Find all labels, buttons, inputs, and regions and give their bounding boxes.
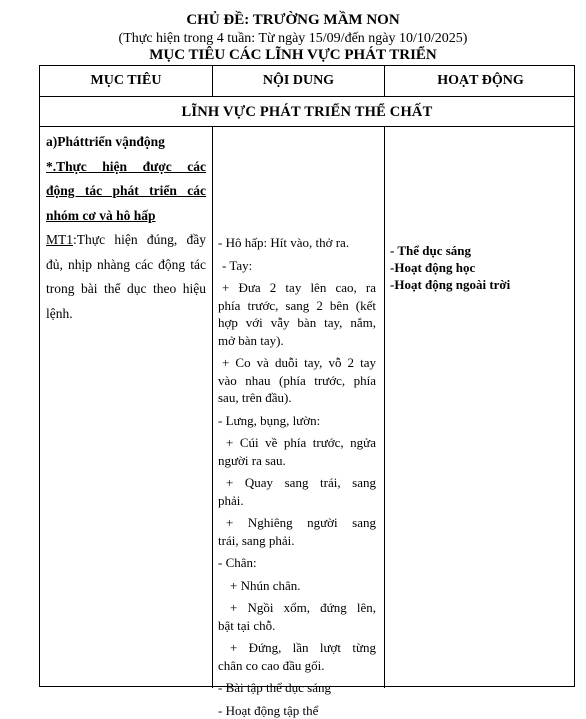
content-line: + Đứng, lần lượt từng	[218, 639, 376, 657]
document-title: CHỦ ĐỀ: TRƯỜNG MẦM NON	[0, 12, 586, 29]
content-line: - Chân:	[218, 554, 376, 572]
goal-text: :Thực hiện đúng, đầy	[73, 232, 206, 247]
content-line: + Ngồi xổm, đứng lên,	[218, 599, 376, 617]
document-heading: MỤC TIÊU CÁC LĨNH VỰC PHÁT TRIỂN	[0, 47, 586, 64]
goal-line	[46, 228, 206, 253]
content-line: sau, trên đầu).	[218, 389, 376, 407]
goal-subtitle-line: *.Thực hiện được các	[46, 155, 206, 180]
muc-tieu-cell	[46, 130, 206, 326]
goal-line: trong bài thể dục theo hiệu	[46, 277, 206, 302]
activity-item: -Hoạt động ngoài trời	[390, 276, 570, 293]
goals-table	[39, 65, 575, 687]
goal-subtitle-line: động tác phát triển các	[46, 179, 206, 204]
content-line: phía trước, sang 2 bên (kết	[218, 297, 376, 315]
content-line: - Lưng, bụng, lườn:	[218, 412, 376, 430]
column-header-muc-tieu: MỤC TIÊU	[40, 66, 212, 96]
content-line: hợp với vẫy bàn tay, nắm,	[218, 314, 376, 332]
goal-line: lệnh.	[46, 302, 206, 327]
content-line: mở bàn tay).	[218, 332, 376, 350]
goal-line: đủ, nhịp nhàng các động tác	[46, 253, 206, 278]
goal-subtitle-line: nhóm cơ và hô hấp	[46, 204, 206, 229]
content-line: - Tay:	[218, 257, 376, 275]
content-line: + Co và duỗi tay, vỗ 2 tay	[218, 354, 376, 372]
content-line: vào nhau (phía trước, phía	[218, 372, 376, 390]
content-line: chân co cao đầu gối.	[218, 657, 376, 675]
content-line: + Nhún chân.	[218, 577, 376, 595]
content-line: + Cúi về phía trước, ngửa	[218, 434, 376, 452]
content-line: - Hoạt động tập thể	[218, 702, 376, 719]
document-subtitle: (Thực hiện trong 4 tuần: Từ ngày 15/09/đến ngày 10/10/2025)	[0, 31, 586, 47]
content-line: phải.	[218, 492, 376, 510]
content-line: + Quay sang trái, sang	[218, 474, 376, 492]
goal-group-title: a)Pháttriển vậnđộng	[46, 130, 206, 155]
header-rule	[40, 96, 574, 97]
goal-code: MT1	[46, 232, 73, 247]
noi-dung-cell	[218, 234, 376, 719]
content-line: bật tại chỗ.	[218, 617, 376, 635]
activity-item: - Thể dục sáng	[390, 242, 570, 259]
content-line: người ra sau.	[218, 452, 376, 470]
content-line: - Bài tập thể dục sáng	[218, 679, 376, 697]
column-divider-2	[384, 126, 385, 688]
content-line: + Đưa 2 tay lên cao, ra	[218, 279, 376, 297]
section-title: LĨNH VỰC PHÁT TRIỂN THỂ CHẤT	[40, 98, 574, 126]
hoat-dong-cell	[390, 242, 570, 293]
content-line: trái, sang phải.	[218, 532, 376, 550]
column-header-hoat-dong: HOẠT ĐỘNG	[385, 66, 576, 96]
activity-item: -Hoạt động học	[390, 259, 570, 276]
column-divider-1	[212, 126, 213, 688]
content-line: + Nghiêng người sang	[218, 514, 376, 532]
section-rule	[40, 126, 574, 127]
content-line: - Hô hấp: Hít vào, thở ra.	[218, 234, 376, 252]
column-header-noi-dung: NỘI DUNG	[213, 66, 384, 96]
